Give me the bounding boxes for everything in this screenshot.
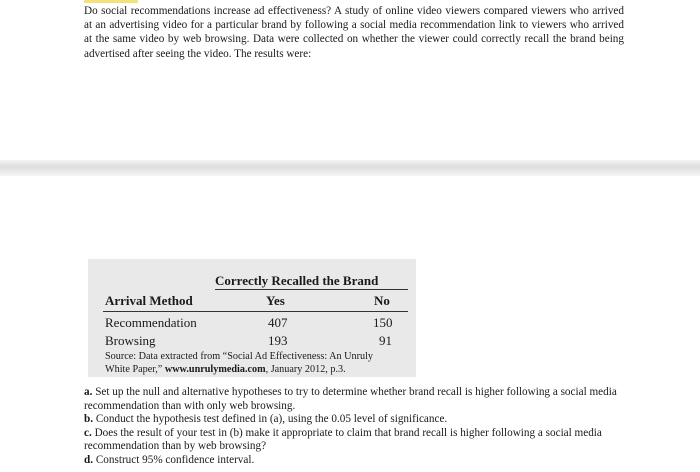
source-line-2-prefix: White Paper,” [105,364,165,375]
row-browsing-no: 91 [379,333,392,348]
column-header-no: No [374,293,390,308]
page-break-divider [0,160,700,176]
source-url: www.unrulymedia.com [164,364,266,375]
question-a [84,386,624,413]
question-d-label: d. [84,453,94,466]
table-column-rule [103,311,408,312]
table-group-header: Correctly Recalled the Brand [215,273,379,288]
row-browsing-method: Browsing [105,333,156,348]
question-a-text: Set up the null and alternative hypotheses to try to determine whether brand recall is higher following a social media recommendation than with only web browsing. [84,386,617,412]
question-b [84,413,624,427]
table-source-note [105,350,415,376]
row-recommendation-yes: 407 [268,315,288,330]
source-line-2-suffix: , January 2012, p.3. [265,364,346,375]
table-header-rule [215,289,408,290]
question-c-text: Does the result of your test in (b) make it appropriate to claim that brand recall is higher following a social media recommendation than by web browsing? [84,426,602,452]
question-d-text: Construct 95% confidence interval. [93,453,255,466]
problem-intro-section [0,0,700,160]
row-browsing-yes: 193 [268,333,288,348]
question-a-label: a. [84,386,93,398]
question-c-label: c. [84,426,92,439]
question-b-label: b. [84,413,94,425]
question-c [84,427,624,454]
source-line-1: Source: Data extracted from “Social Ad Effectiveness: An Unruly [105,351,373,362]
column-header-yes: Yes [266,293,285,308]
question-list [84,386,624,467]
column-header-arrival-method: Arrival Method [105,293,193,308]
row-recommendation-no: 150 [373,315,393,330]
text-highlight-mark [84,0,138,3]
row-recommendation-method: Recommendation [105,315,197,330]
problem-intro-text: Do social recommendations increase ad effectiveness? A study of online video viewers compared viewers who arrived at an advertising video for a particular brand by following a social media recommendation link to viewers who arrived at the same video by web browsing. Data were collected on whether the viewer could correctly recall the brand being advertised after seeing the video. The results were: [84,5,624,60]
question-d [84,454,624,468]
question-b-text: Conduct the hypothesis test defined in (a), using the 0.05 level of significance. [93,413,448,425]
